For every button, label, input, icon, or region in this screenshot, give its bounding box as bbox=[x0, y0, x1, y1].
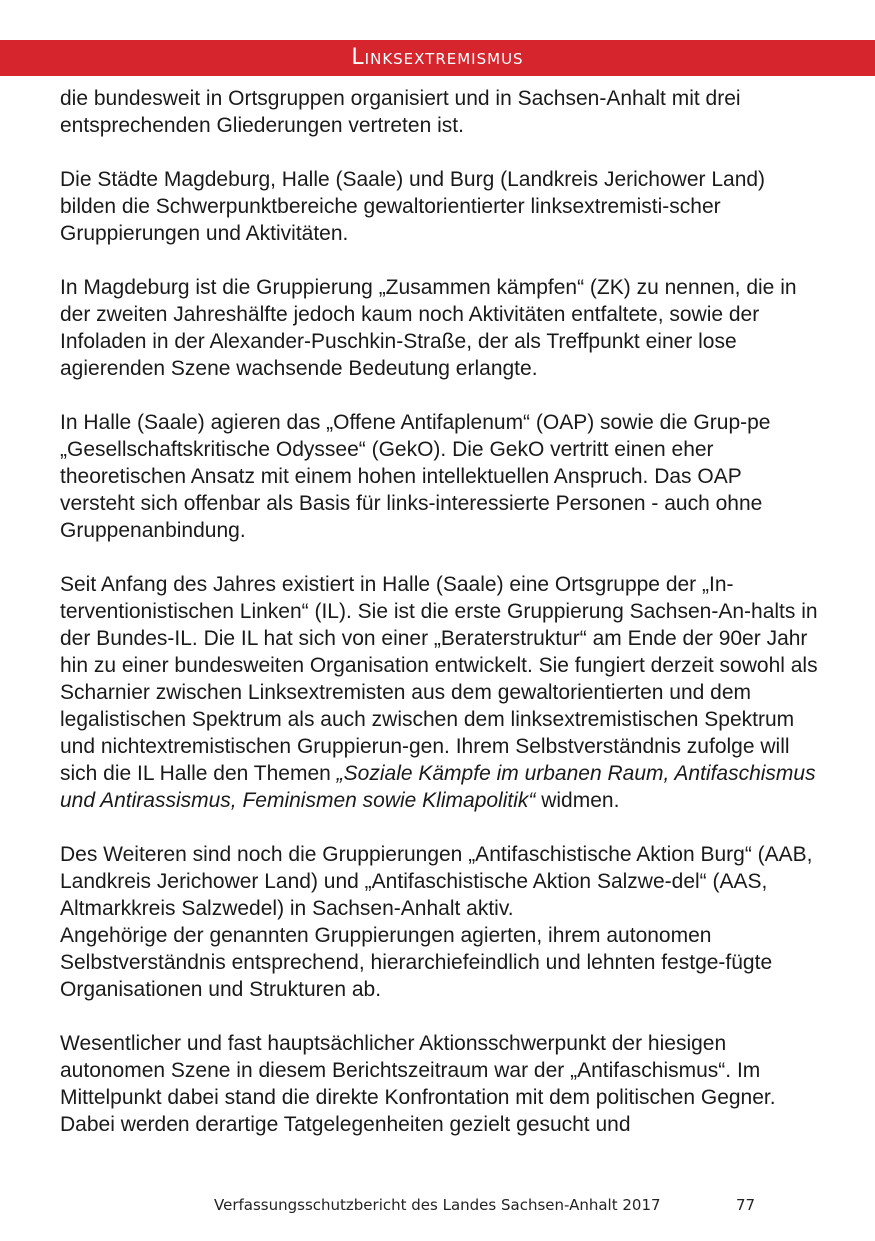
paragraph-7: Angehörige der genannten Gruppierungen agierten, ihrem autonomen Selbstverständnis entsprechend, hierarchiefeindlich und lehnten festge-fügte Organisationen und Strukturen ab. bbox=[60, 924, 773, 1001]
paragraph-2: Die Städte Magdeburg, Halle (Saale) und Burg (Landkreis Jerichower Land) bilden die Schwerpunktbereiche gewaltorientierter linksextremisti-scher Gruppierungen und Aktivitäten. bbox=[60, 168, 766, 245]
section-title: Linksextremismus bbox=[351, 45, 524, 70]
paragraph-3: In Magdeburg ist die Gruppierung „Zusammen kämpfen“ (ZK) zu nennen, die in der zweiten Jahreshälfte jedoch kaum noch Aktivitäten entfaltete, sowie der Infoladen in der Alexander-Puschkin-Straße, der als Treffpunkt einer lose agierenden Szene wachsende Bedeutung erlangte. bbox=[60, 276, 797, 380]
paragraph-5-end: widmen. bbox=[535, 789, 620, 812]
section-header-band bbox=[0, 40, 875, 76]
paragraph-5-text: Seit Anfang des Jahres existiert in Halle (Saale) eine Ortsgruppe der „In-terventionistischen Linken“ (IL). Sie ist die erste Gruppierung Sachsen-An-halts in der Bundes-IL. Die IL hat sich von einer „Beraterstruktur“ am Ende der 90er Jahr hin zu einer bundesweiten Organisation entwickelt. Sie fungiert derzeit sowohl als Scharnier zwischen Linksextremisten aus dem gewaltorientierten und dem legalistischen Spektrum als auch zwischen dem linksextremistischen Spektrum und nichtextremistischen Gruppierun-gen. Ihrem Selbstverständnis zufolge will sich die IL Halle den Themen bbox=[60, 573, 818, 785]
page-number: 77 bbox=[736, 1196, 756, 1214]
paragraph-8: Wesentlicher und fast hauptsächlicher Aktionsschwerpunkt der hiesigen autonomen Szene in diesem Berichtszeitraum war der „Antifaschismus“. Im Mittelpunkt dabei stand die direkte Konfrontation mit dem politischen Gegner. Dabei werden derartige Tatgelegenheiten gezielt gesucht und bbox=[60, 1032, 776, 1136]
paragraph-6: Des Weiteren sind noch die Gruppierungen „Antifaschistische Aktion Burg“ (AAB, Landkreis Jerichower Land) und „Antifaschistische Aktion Salzwe-del“ (AAS, Altmarkkreis Salzwedel) in Sachsen-Anhalt aktiv. bbox=[60, 843, 813, 920]
body-text bbox=[60, 85, 820, 1165]
page-footer bbox=[0, 1193, 875, 1217]
paragraph-4: In Halle (Saale) agieren das „Offene Antifaplenum“ (OAP) sowie die Grup-pe „Gesellschaftskritische Odyssee“ (GekO). Die GekO vertritt einen eher theoretischen Ansatz mit einem hohen intellektuellen Anspruch. Das OAP versteht sich offenbar als Basis für links-interessierte Personen - auch ohne Gruppenanbindung. bbox=[60, 411, 771, 542]
paragraph-5 bbox=[60, 571, 820, 814]
footer-title: Verfassungsschutzbericht des Landes Sachsen-Anhalt 2017 bbox=[214, 1196, 661, 1214]
paragraph-5-quote: „Soziale Kämpfe im urbanen Raum, Antifaschismus und Antirassismus, Feminismen sowie Klimapolitik“ bbox=[60, 762, 816, 812]
paragraph-1: die bundesweit in Ortsgruppen organisiert und in Sachsen-Anhalt mit drei entsprechenden Gliederungen vertreten ist. bbox=[60, 87, 741, 137]
